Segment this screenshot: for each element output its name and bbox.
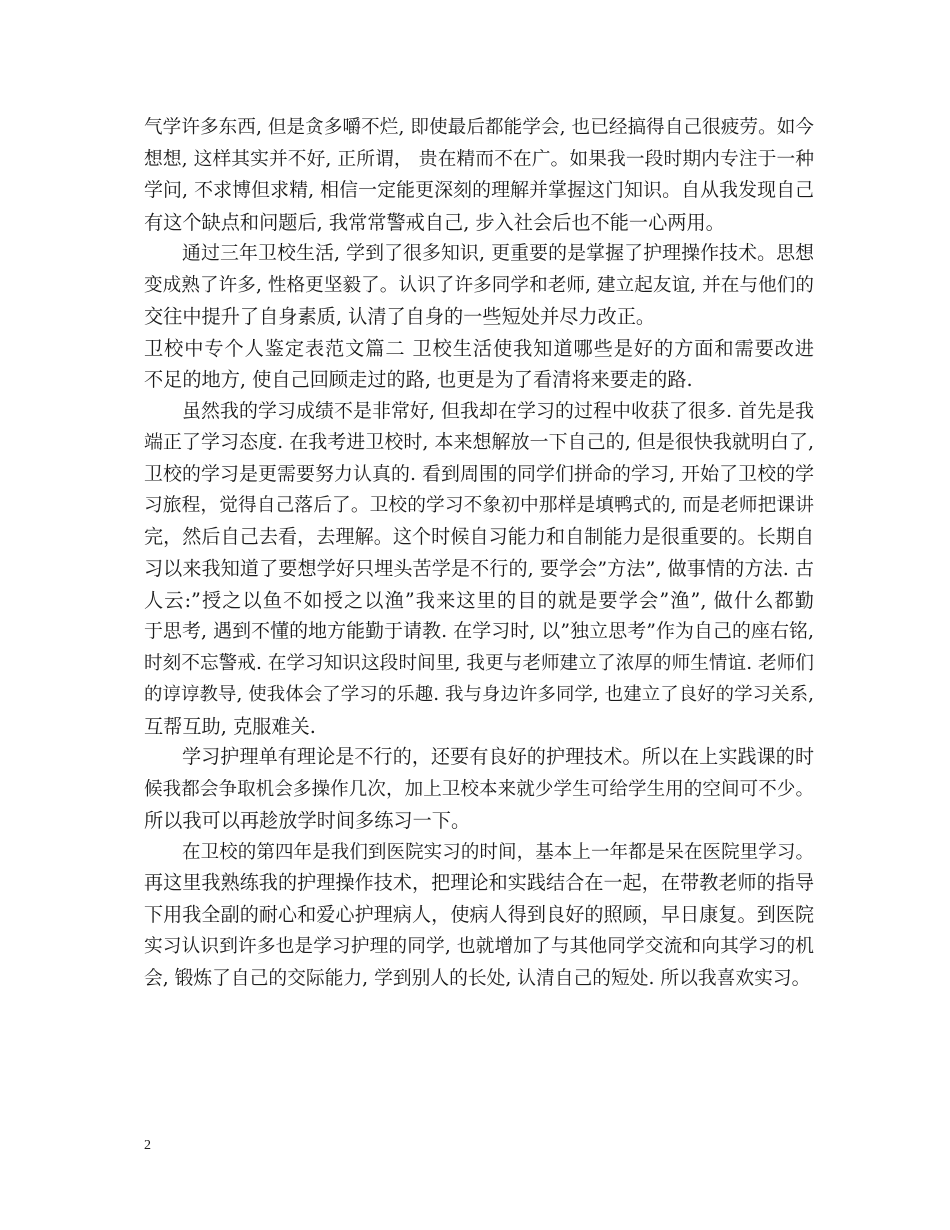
text-line: 于思考, 遇到不懂的地方能勤于请教. 在学习时, 以”独立思考”作为自己的座右铭, (144, 620, 814, 642)
text-line: 学问, 不求博但求精, 相信一定能更深刻的理解并掌握这门知识。自从我发现自己 (144, 179, 814, 201)
text-line: 气学许多东西, 但是贪多嚼不烂, 即使最后都能学会, 也已经搞得自己很疲劳。如今 (144, 117, 814, 138)
page-number: 2 (144, 1138, 151, 1153)
text-line: 有这个缺点和问题后, 我常常警戒自己, 步入社会后也不能一心两用。 (144, 210, 725, 234)
text-line: 时刻不忘警戒. 在学习知识这段时间里, 我更与老师建立了浓厚的师生情谊. 老师们 (144, 652, 814, 674)
text-line: 卫校中专个人鉴定表范文篇二 卫校生活使我知道哪些是好的方面和需要改进 (144, 336, 814, 360)
text-line: 虽然我的学习成绩不是非常好, 但我却在学习的过程中收获了很多. 首先是我 (182, 399, 814, 422)
text-line: 候我都会争取机会多操作几次，加上卫校本来就少学生可给学生用的空间可不少。 (144, 778, 814, 800)
text-line: 互帮互助, 克服难关. (144, 714, 316, 738)
text-line: 实习认识到许多也是学习护理的同学, 也就增加了与其他同学交流和向其学习的机 (144, 936, 814, 957)
text-line: 变成熟了许多, 性格更坚毅了。认识了许多同学和老师, 建立起友谊, 并在与他们的 (144, 274, 814, 296)
body-text (144, 112, 814, 994)
text-line: 会, 锻炼了自己的交际能力, 学到别人的长处, 认清自己的短处. 所以我喜欢实习。 (144, 967, 811, 989)
text-line: 通过三年卫校生活, 学到了很多知识, 更重要的是掌握了护理操作技术。思想 (182, 242, 814, 264)
text-line: 卫校的学习是更需要努力认真的. 看到周围的同学们拼命的学习, 开始了卫校的学 (144, 462, 814, 485)
text-line: 习旅程，觉得自己落后了。卫校的学习不象初中那样是填鸭式的, 而是老师把课讲 (144, 495, 814, 516)
text-line: 习以来我知道了要想学好只埋头苦学是不行的, 要学会”方法”, 做事情的方法. 古 (144, 557, 814, 580)
text-line: 完，然后自己去看，去理解。这个时候自习能力和自制能力是很重要的。长期自 (144, 525, 814, 548)
text-line: 交往中提升了自身素质, 认清了自身的一些短处并尽力改正。 (144, 305, 656, 328)
text-line: 所以我可以再趁放学时间多练习一下。 (144, 809, 471, 832)
text-line: 人云:”授之以鱼不如授之以渔”我来这里的目的就是要学会”渔”, 做什么都勤 (144, 588, 814, 612)
text-line: 端正了学习态度. 在我考进卫校时, 本来想解放一下自己的, 但是很快我就明白了, (144, 431, 814, 453)
text-line: 学习护理单有理论是不行的，还要有良好的护理技术。所以在上实践课的时 (182, 746, 814, 768)
text-line: 再这里我熟练我的护理操作技术，把理论和实践结合在一起，在带教老师的指导 (144, 872, 814, 894)
text-line: 的谆谆教导, 使我体会了学习的乐趣. 我与身边许多同学, 也建立了良好的学习关系, (144, 684, 814, 705)
text-line: 下用我全副的耐心和爱心护理病人，使病人得到良好的照顾，早日康复。到医院 (144, 903, 814, 926)
text-line: 想想, 这样其实并不好, 正所谓， 贵在精而不在广。如果我一段时期内专注于一种 (144, 148, 814, 170)
text-line: 不足的地方, 使自己回顾走过的路, 也更是为了看清将来要走的路. (144, 368, 693, 391)
text-line: 在卫校的第四年是我们到医院实习的时间，基本上一年都是呆在医院里学习。 (182, 841, 814, 863)
